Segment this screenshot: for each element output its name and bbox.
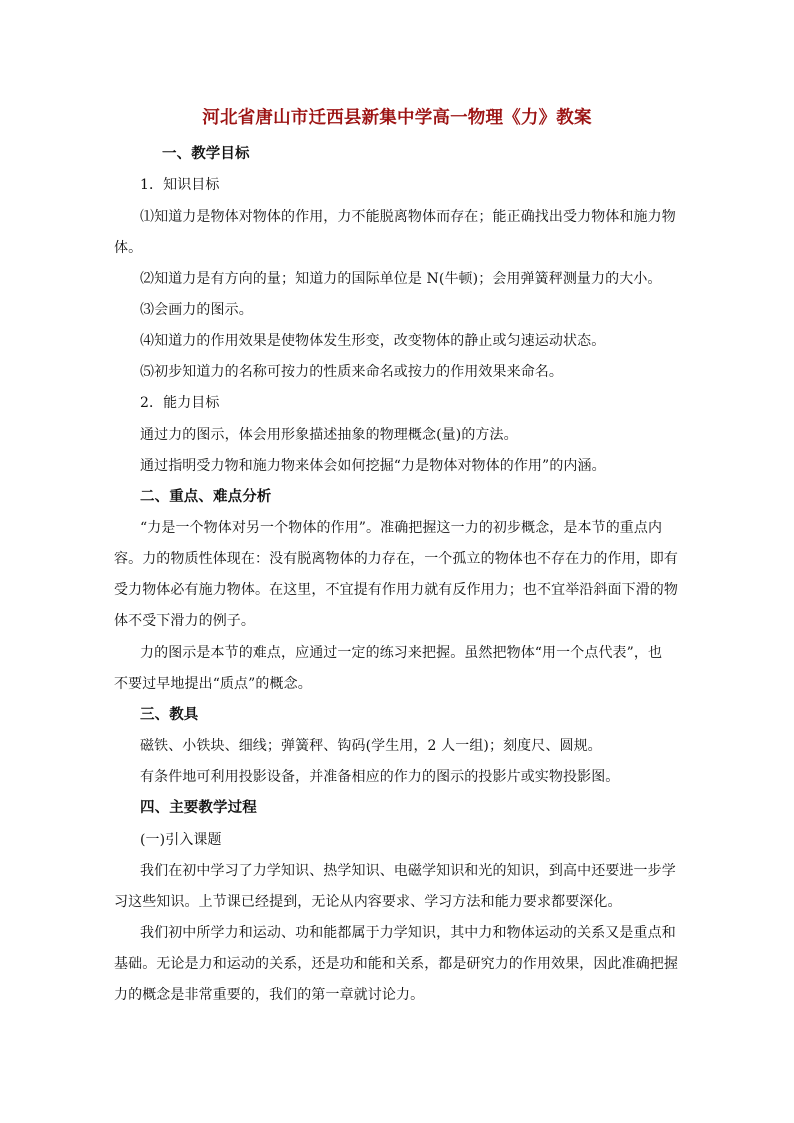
paragraph-line: 有条件地可利用投影设备，并准备相应的作力的图示的投影片或实物投影图。 [140,769,620,785]
paragraph-line: 受力物体必有施力物体。在这里，不宜提有作用力就有反作用力；也不宜举沿斜面下滑的物 [114,582,678,598]
section-heading: 一、教学目标 [162,145,250,162]
paragraph-line: ⑵知道力是有方向的量；知道力的国际单位是 N(牛顿)；会用弹簧秤测量力的大小。 [140,271,662,287]
paragraph-line: 容。力的物质性体现在：没有脱离物体的力存在，一个孤立的物体也不存在力的作用，即有 [114,551,678,567]
paragraph-line: 力的概念是非常重要的，我们的第一章就讨论力。 [114,987,425,1003]
section-heading: 四、主要教学过程 [140,799,257,816]
paragraph-line: 体。 [114,240,143,256]
paragraph-line: 习这些知识。上节课已经提到，无论从内容要求、学习方法和能力要求都要深化。 [114,894,622,910]
paragraph-line: ⑷知道力的作用效果是使物体发生形变，改变物体的静止或匀速运动状态。 [140,333,606,349]
paragraph-line: 我们在初中学习了力学知识、热学知识、电磁学知识和光的知识，到高中还要进一步学 [140,863,676,879]
section-heading: 二、重点、难点分析 [140,488,272,505]
paragraph-line: 基础。无论是力和运动的关系，还是功和能和关系，都是研究力的作用效果，因此准确把握 [114,956,678,972]
paragraph-line: 不要过早地提出“质点”的概念。 [114,676,312,692]
paragraph-line: 我们初中所学力和运动、功和能都属于力学知识，其中力和物体运动的关系又是重点和 [140,925,676,941]
paragraph-line: 磁铁、小铁块、细线；弹簧秤、钩码(学生用，2 人一组)；刻度尺、圆规。 [140,738,602,754]
paragraph-line: 体不受下滑力的例子。 [114,613,255,629]
paragraph-line: 通过指明受力物和施力物来体会如何挖掘“力是物体对物体的作用”的内涵。 [140,458,606,474]
subheading: 2．能力目标 [140,395,220,411]
subheading: 1．知识目标 [140,177,220,193]
subheading: (一)引入课题 [140,832,222,848]
paragraph-line: ⑸初步知道力的名称可按力的性质来命名或按力的作用效果来命名。 [140,364,563,380]
paragraph-line: “力是一个物体对另一个物体的作用”。准确把握这一力的初步概念，是本节的重点内 [140,520,663,536]
section-heading: 三、教具 [140,706,199,723]
document-title: 河北省唐山市迁西县新集中学高一物理《力》教案 [202,108,592,128]
paragraph-line: 通过力的图示，体会用形象描述抽象的物理概念(量)的方法。 [140,427,518,443]
paragraph-line: ⑶会画力的图示。 [140,302,253,318]
paragraph-line: 力的图示是本节的难点，应通过一定的练习来把握。虽然把物体“用一个点代表”，也 [140,645,663,661]
paragraph-line: ⑴知道力是物体对物体的作用，力不能脱离物体而存在；能正确找出受力物体和施力物 [140,209,676,225]
